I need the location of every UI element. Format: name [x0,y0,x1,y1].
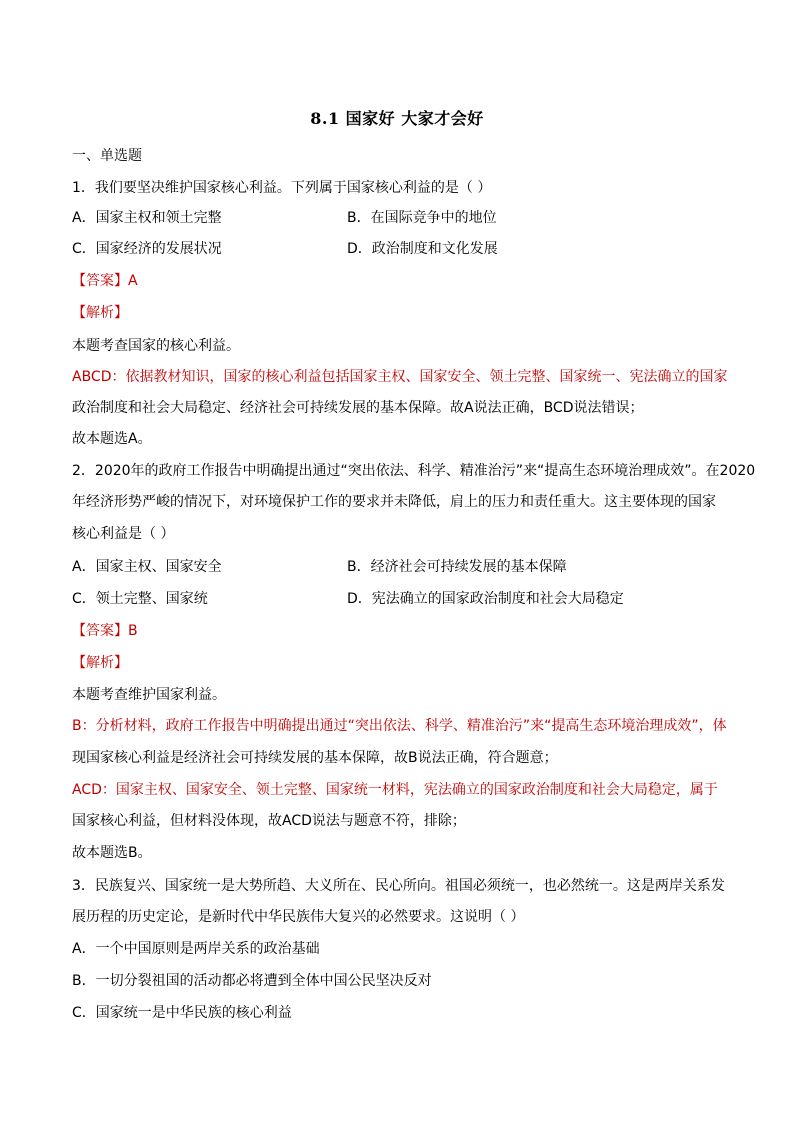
q2-option-c: C．领土完整、国家统 [72,591,208,607]
q2-analysis-line-2: 现国家核心利益是经济社会可持续发展的基本保障，故B说法正确，符合题意； [72,750,558,766]
q1-conclusion: 故本题选A。 [72,431,152,447]
section-heading: 一、单选题 [72,148,142,164]
q2-option-b: B．经济社会可持续发展的基本保障 [347,559,567,575]
q2-analysis-label: 【解析】 [72,655,128,671]
q2-analysis-line-4: 国家核心利益，但材料没体现，故ACD说法与题意不符，排除； [72,813,466,829]
q2-stem-line-2: 年经济形势严峻的情况下，对环境保护工作的要求并未降低，肩上的压力和责任重大。这主要体现的国家 [72,494,716,510]
q2-analysis-line-3: ACD：国家主权、国家安全、领土完整、国家统一材料，宪法确立的国家政治制度和社会大局稳定，属于 [72,782,718,798]
q2-stem-line-1: 2．2020年的政府工作报告中明确提出通过“突出依法、科学、精准治污”来“提高生态环境治理成效”。在2020 [72,463,756,479]
q3-option-a: A．一个中国原则是两岸关系的政治基础 [72,941,320,957]
q1-analysis-line-2: 政治制度和社会大局稳定、经济社会可持续发展的基本保障。故A说法正确，BCD说法错误； [72,400,644,416]
q3-stem-line-1: 3．民族复兴、国家统一是大势所趋、大义所在、民心所向。祖国必须统一，也必然统一。这是两岸关系发 [72,878,725,894]
q1-analysis-line-1: ABCD：依据教材知识，国家的核心利益包括国家主权、国家安全、领土完整、国家统一、宪法确立的国家 [72,369,728,385]
q3-option-b: B．一切分裂祖国的活动都必将遭到全体中国公民坚决反对 [72,973,432,989]
q2-analysis-intro: 本题考查维护国家利益。 [72,687,226,703]
q1-analysis-label: 【解析】 [72,305,128,321]
q3-stem-line-2: 展历程的历史定论，是新时代中华民族伟大复兴的必然要求。这说明（ ） [72,909,525,925]
q2-stem-line-3: 核心利益是（ ） [72,526,175,542]
page-title: 8.1 国家好 大家才会好 [310,109,484,128]
q2-analysis-line-1: B：分析材料，政府工作报告中明确提出通过“突出依法、科学、精准治污”来“提高生态环境治理成效”，体 [72,718,727,734]
q3-option-c: C．国家统一是中华民族的核心利益 [72,1005,292,1021]
q1-option-d: D．政治制度和文化发展 [347,241,498,257]
q2-option-d: D．宪法确立的国家政治制度和社会大局稳定 [347,591,624,607]
q1-stem: 1．我们要坚决维护国家核心利益。下列属于国家核心利益的是（ ） [72,180,492,196]
q1-option-b: B．在国际竞争中的地位 [347,210,497,226]
q1-option-c: C．国家经济的发展状况 [72,241,222,257]
q1-option-a: A．国家主权和领土完整 [72,210,222,226]
q2-conclusion: 故本题选B。 [72,845,152,861]
q2-option-a: A．国家主权、国家安全 [72,559,222,575]
q2-answer: 【答案】B [72,623,138,639]
q1-answer: 【答案】A [72,273,138,289]
q1-analysis-intro: 本题考查国家的核心利益。 [72,338,240,354]
